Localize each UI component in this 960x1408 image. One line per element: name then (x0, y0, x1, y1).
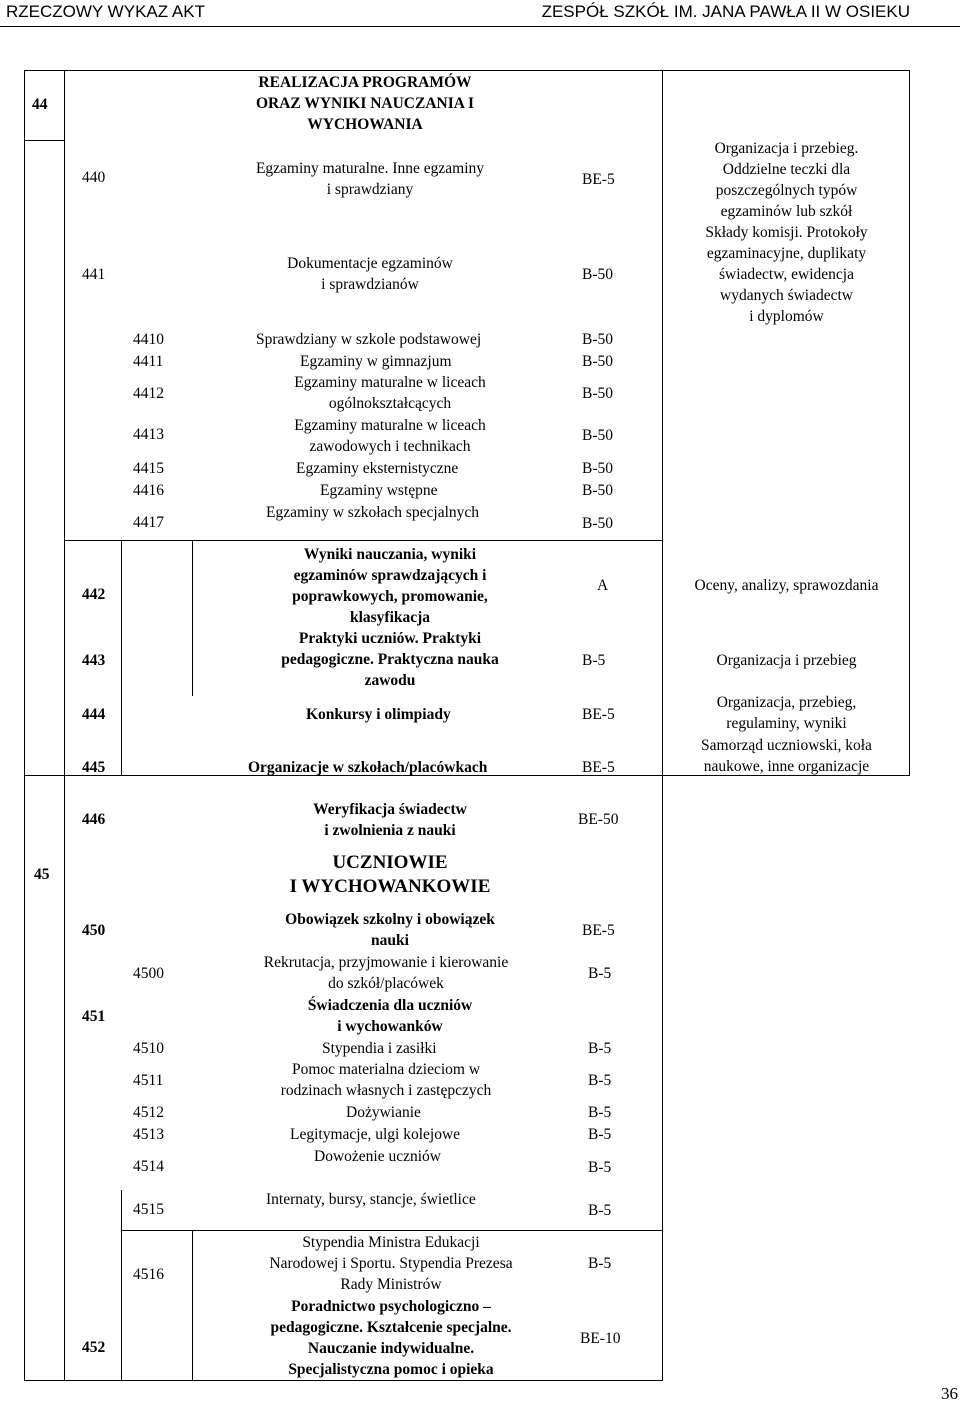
rule (24, 140, 64, 141)
category-4410: B-50 (582, 331, 613, 348)
symbol-4412: 4412 (133, 385, 164, 402)
title-4500: Rekrutacja, przyjmowanie i kierowanie do szkół/placówek (263, 954, 509, 992)
title-444: Konkursy i olimpiady (306, 706, 451, 723)
title-445: Organizacje w szkołach/placówkach (248, 759, 488, 776)
symbol-441: 441 (82, 266, 106, 283)
rule (24, 70, 909, 71)
category-4500: B-5 (588, 965, 612, 982)
symbol-444: 444 (82, 706, 106, 723)
group-number-45: 45 (34, 866, 50, 883)
title-4513: Legitymacje, ulgi kolejowe (290, 1126, 461, 1143)
category-4413: B-50 (582, 427, 613, 444)
category-440: BE-5 (582, 171, 615, 188)
category-446: BE-50 (578, 811, 619, 828)
title-4512: Dożywianie (346, 1104, 421, 1121)
symbol-445: 445 (82, 759, 106, 776)
title-446: Weryfikacja świadectw i zwolnienia z nauki (313, 801, 467, 839)
category-4411: B-50 (582, 353, 613, 370)
header-left-title: RZECZOWY WYKAZ AKT (6, 2, 205, 21)
symbol-451: 451 (82, 1008, 106, 1025)
category-4510: B-5 (588, 1040, 612, 1057)
rule (64, 540, 663, 541)
symbol-4514: 4514 (133, 1158, 164, 1175)
remarks-443: Organizacja i przebieg (716, 652, 857, 669)
category-452: BE-10 (580, 1330, 621, 1347)
category-4514: B-5 (588, 1159, 612, 1176)
symbol-4411: 4411 (133, 353, 164, 370)
symbol-4417: 4417 (133, 514, 164, 531)
symbol-4410: 4410 (133, 331, 164, 348)
title-4411: Egzaminy w gimnazjum (300, 353, 452, 370)
remarks-442: Oceny, analizy, sprawozdania (694, 577, 879, 594)
category-444: BE-5 (582, 706, 615, 723)
symbol-443: 443 (82, 652, 106, 669)
title-4516: Stypendia Ministra Edukacji Narodowej i Sportu. Stypendia Prezesa Rady Ministrów (269, 1234, 513, 1293)
title-4510: Stypendia i zasiłki (322, 1040, 437, 1057)
category-442: A (597, 577, 609, 594)
title-4417: Egzaminy w szkołach specjalnych (266, 504, 480, 521)
title-4416: Egzaminy wstępne (320, 482, 438, 499)
category-4415: B-50 (582, 460, 613, 477)
symbol-4516: 4516 (133, 1266, 164, 1283)
symbol-4513: 4513 (133, 1126, 164, 1143)
title-4413: Egzaminy maturalne w liceach zawodowych i technikach (294, 417, 486, 455)
category-4511: B-5 (588, 1072, 612, 1089)
group-number-44: 44 (32, 96, 48, 113)
rule (121, 540, 122, 776)
category-4417: B-50 (582, 515, 613, 532)
title-4514: Dowożenie uczniów (314, 1148, 441, 1165)
rule (909, 70, 910, 776)
title-443: Praktyki uczniów. Praktyki pedagogiczne. Praktyczna nauka zawodu (281, 630, 499, 689)
title-4410: Sprawdziany w szkole podstawowej (256, 331, 482, 348)
title-442: Wyniki nauczania, wyniki egzaminów sprawdzających i poprawkowych, promowanie, klasyfikacja (292, 546, 488, 626)
symbol-4515: 4515 (133, 1201, 164, 1218)
category-4513: B-5 (588, 1126, 612, 1143)
category-4512: B-5 (588, 1104, 612, 1121)
rule (121, 1190, 122, 1381)
rule (64, 70, 65, 1381)
category-443: B-5 (582, 652, 606, 669)
rule (192, 1230, 193, 1381)
symbol-440: 440 (82, 169, 106, 186)
category-441: B-50 (582, 266, 613, 283)
remarks-444: Organizacja, przebieg, regulaminy, wyniki (716, 694, 857, 732)
title-452: Poradnictwo psychologiczno – pedagogiczne. Kształcenie specjalne. Nauczanie indywidualne. Specjalistyczna pomoc i opieka (270, 1298, 512, 1378)
symbol-4512: 4512 (133, 1104, 164, 1121)
category-4515: B-5 (588, 1202, 612, 1219)
rule (121, 1230, 663, 1231)
rule (662, 70, 663, 1381)
category-450: BE-5 (582, 922, 615, 939)
category-4416: B-50 (582, 482, 613, 499)
rule (24, 1380, 662, 1381)
symbol-452: 452 (82, 1339, 106, 1356)
symbol-4511: 4511 (133, 1072, 164, 1089)
symbol-4510: 4510 (133, 1040, 164, 1057)
page-header (0, 0, 960, 27)
rule (192, 540, 193, 696)
title-441: Dokumentacje egzaminów i sprawdzianów (287, 255, 453, 293)
title-4415: Egzaminy eksternistyczne (296, 460, 459, 477)
group-title-45: UCZNIOWIE I WYCHOWANKOWIE (289, 852, 491, 897)
title-451: Świadczenia dla uczniów i wychowanków (307, 997, 473, 1035)
title-450: Obowiązek szkolny i obowiązek nauki (285, 911, 495, 949)
symbol-442: 442 (82, 586, 106, 603)
remarks-441: Organizacja i przebieg. Oddzielne teczki dla poszczególnych typów egzaminów lub szkół Składy komisji. Protokoły egzaminacyjne, duplikaty świadectw, ewidencja wydanych świadectw i dyplomów (705, 140, 868, 325)
category-4412: B-50 (582, 385, 613, 402)
symbol-450: 450 (82, 922, 106, 939)
symbol-4413: 4413 (133, 426, 164, 443)
rule (24, 70, 25, 1381)
symbol-4415: 4415 (133, 460, 164, 477)
symbol-4416: 4416 (133, 482, 164, 499)
title-440: Egzaminy maturalne. Inne egzaminy i sprawdziany (255, 160, 485, 198)
symbol-446: 446 (82, 811, 106, 828)
title-4515: Internaty, bursy, stancje, świetlice (266, 1191, 476, 1208)
header-right-title: ZESPÓŁ SZKÓŁ IM. JANA PAWŁA II W OSIEKU (541, 2, 910, 21)
page-number: 36 (941, 1384, 958, 1403)
title-4511: Pomoc materialna dzieciom w rodzinach własnych i zastępczych (280, 1061, 492, 1099)
group-title-44: REALIZACJA PROGRAMÓW ORAZ WYNIKI NAUCZANIA I WYCHOWANIA (255, 74, 475, 133)
remarks-445: Samorząd uczniowski, koła naukowe, inne organizacje (701, 737, 872, 775)
category-445: BE-5 (582, 759, 615, 776)
symbol-4500: 4500 (133, 965, 164, 982)
title-4412: Egzaminy maturalne w liceach ogólnokształcących (294, 374, 486, 412)
category-4516: B-5 (588, 1255, 612, 1272)
